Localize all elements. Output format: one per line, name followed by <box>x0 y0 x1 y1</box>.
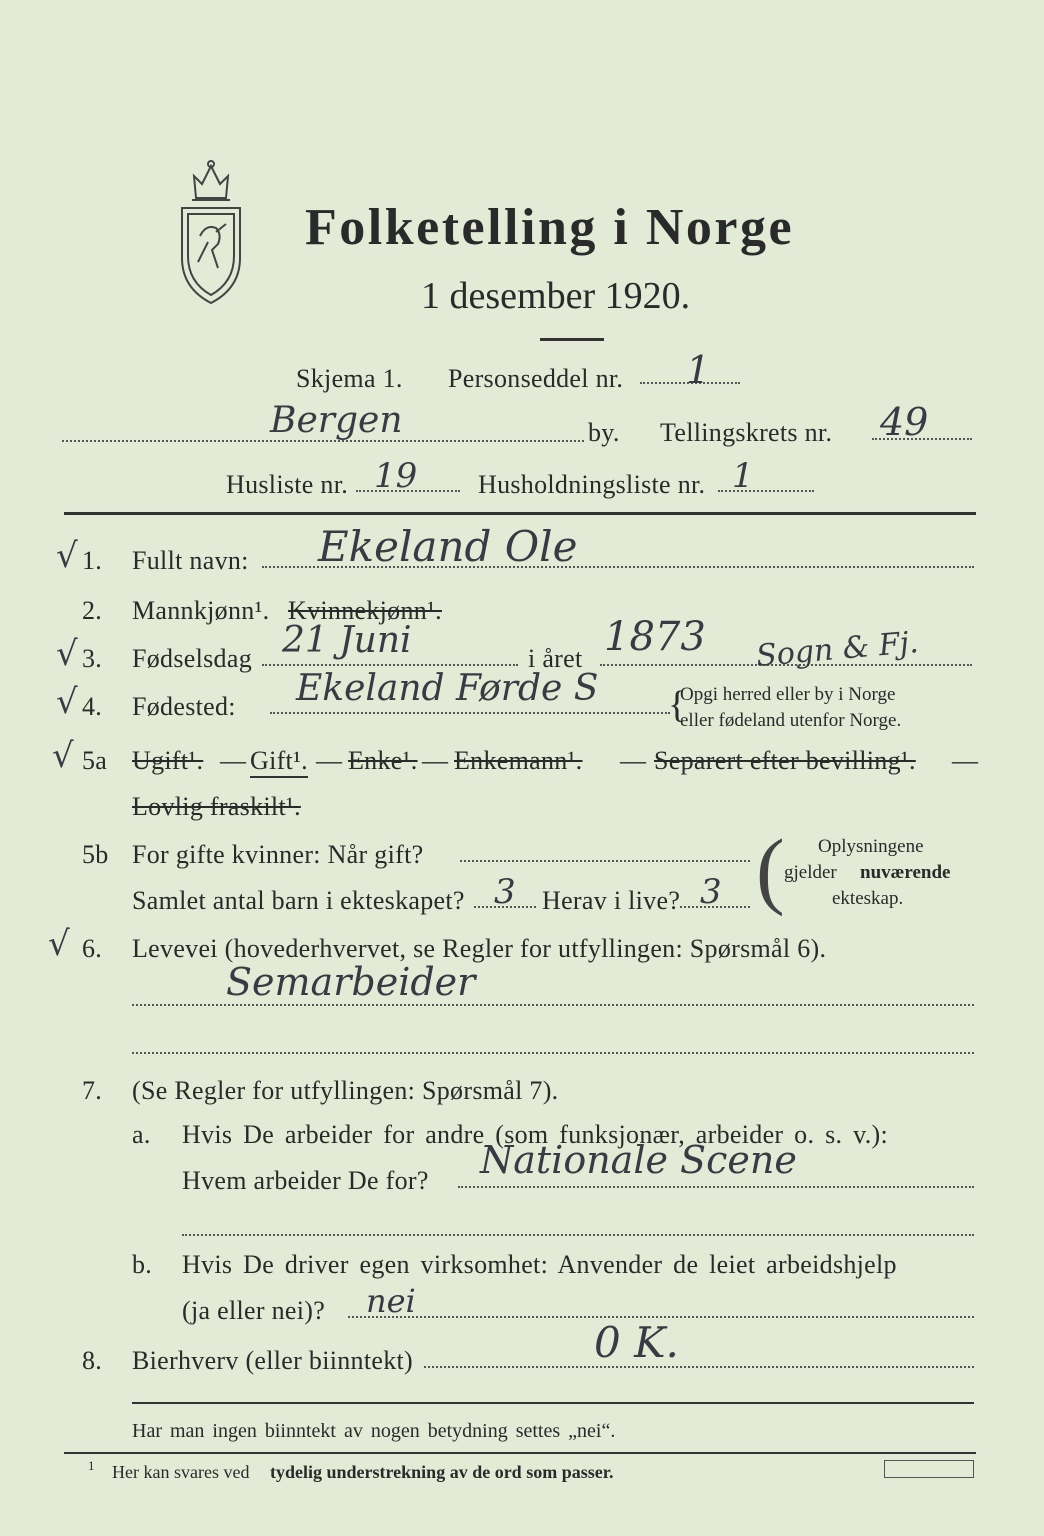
q7a-line2: Hvem arbeider De for? <box>182 1166 429 1195</box>
husliste-value: 19 <box>374 456 418 496</box>
birthplace-field[interactable] <box>270 712 670 714</box>
q5b-number: 5b <box>82 840 109 869</box>
gender-male-option[interactable]: Mannkjønn¹. <box>132 596 270 625</box>
side-income-field[interactable] <box>424 1366 974 1368</box>
q5a-number: 5a <box>82 746 108 775</box>
header-divider <box>64 512 976 515</box>
birthplace-note-line2: eller fødeland utenfor Norge. <box>680 710 902 731</box>
q6-number: 6. <box>82 934 103 963</box>
status-separert-option[interactable]: Separert efter bevilling¹. <box>654 746 916 775</box>
alive-label: Herav i live? <box>542 886 681 915</box>
status-ugift-option[interactable]: Ugift¹. <box>132 746 204 775</box>
children-label: Samlet antal barn i ekteskapet? <box>132 886 465 915</box>
birthplace-value: Ekeland Førde S <box>296 668 599 709</box>
dash-2: — <box>316 746 343 775</box>
hired-help-value: nei <box>366 1282 416 1320</box>
footnote-divider <box>64 1452 976 1454</box>
q4-number: 4. <box>82 692 103 721</box>
no-income-note: Har man ingen biinntekt av nogen betydning settes „nei“. <box>132 1420 616 1442</box>
footnote-text-b: tydelig understrekning av de ord som passer. <box>270 1462 614 1482</box>
q3-number: 3. <box>82 644 103 673</box>
employer-field[interactable] <box>458 1186 974 1188</box>
check-mark-4: √ <box>56 682 78 722</box>
birthplace-brace: { <box>668 684 687 726</box>
q5b-label: For gifte kvinner: Når gift? <box>132 840 424 869</box>
check-mark-6: √ <box>48 924 70 964</box>
husholdning-label: Husholdningsliste nr. <box>478 470 706 499</box>
dash-1: — <box>220 746 247 775</box>
married-when-field[interactable] <box>460 860 750 862</box>
krets-label: Tellingskrets nr. <box>660 418 833 447</box>
occupation-value: Semarbeider <box>226 960 476 1004</box>
alive-value: 3 <box>700 872 722 912</box>
city-suffix: by. <box>588 418 620 447</box>
skjema-label: Skjema 1. <box>296 364 403 393</box>
occupation-field-1[interactable] <box>132 1004 974 1006</box>
q4-label: Fødested: <box>132 692 236 721</box>
personseddel-label: Personseddel nr. <box>448 364 624 393</box>
q7-label: (Se Regler for utfyllingen: Spørsmål 7). <box>132 1076 559 1105</box>
personseddel-value: 1 <box>686 348 711 392</box>
check-mark-1: √ <box>56 536 78 576</box>
coat-of-arms-icon <box>172 158 250 306</box>
occupation-field-2[interactable] <box>132 1052 974 1054</box>
check-mark-3: √ <box>56 634 78 674</box>
dash-3: — <box>422 746 449 775</box>
q7b-line2: (ja eller nei)? <box>182 1296 326 1325</box>
q8-label: Bierhverv (eller biinntekt) <box>132 1346 413 1375</box>
employer-field-2[interactable] <box>182 1234 974 1236</box>
status-fraskilt-option[interactable]: Lovlig fraskilt¹. <box>132 792 301 821</box>
birthday-field[interactable] <box>262 664 518 666</box>
marriage-note-line3: ekteskap. <box>832 888 904 909</box>
husholdning-value: 1 <box>732 456 754 496</box>
husliste-label: Husliste nr. <box>226 470 349 499</box>
q7a-line1: Hvis De arbeider for andre (som funksjonær, arbeider o. s. v.): <box>182 1120 888 1149</box>
q7-number: 7. <box>82 1076 103 1105</box>
q2-number: 2. <box>82 596 103 625</box>
q1-number: 1. <box>82 546 103 575</box>
marriage-note-line1: Oplysningene <box>818 836 924 857</box>
q8-number: 8. <box>82 1346 103 1375</box>
title-divider <box>540 338 604 341</box>
note-brace: ( <box>756 821 785 917</box>
q7b-letter: b. <box>132 1250 153 1279</box>
q1-label: Fullt navn: <box>132 546 249 575</box>
birthplace-note-line1: Opgi herred eller by i Norge <box>680 684 896 705</box>
form-date: 1 desember 1920. <box>421 275 691 317</box>
check-mark-5a: √ <box>52 736 74 776</box>
krets-value: 49 <box>880 400 929 444</box>
dash-4: — <box>620 746 647 775</box>
note-divider <box>132 1402 974 1404</box>
birth-year-value: 1873 <box>604 614 706 660</box>
q3-label: Fødselsdag <box>132 644 252 673</box>
status-enke-option[interactable]: Enke¹. <box>348 746 418 775</box>
side-income-value: 0 K. <box>594 1318 679 1367</box>
year-label: i året <box>528 644 583 673</box>
marriage-note-line2a: gjelder <box>784 862 837 883</box>
city-value: Bergen <box>270 400 403 441</box>
form-title: Folketelling i Norge <box>305 199 795 256</box>
q7a-letter: a. <box>132 1120 151 1149</box>
q6-label: Levevei (hovederhvervet, se Regler for utfyllingen: Spørsmål 6). <box>132 934 827 963</box>
full-name-value: Ekeland Ole <box>318 522 578 571</box>
status-gift-option[interactable]: Gift¹. <box>250 746 308 778</box>
printer-stamp <box>884 1460 974 1478</box>
birthday-value: 21 Juni <box>282 620 412 661</box>
county-note-value: Sogn & Fj. <box>754 624 920 675</box>
employer-value: Nationale Scene <box>480 1138 797 1182</box>
footnote-number: 1 <box>88 1458 95 1473</box>
status-enkemann-option[interactable]: Enkemann¹. <box>454 746 583 775</box>
dash-5: — <box>952 746 979 775</box>
gender-female-option[interactable]: Kvinnekjønn¹. <box>288 596 442 625</box>
q7b-line1: Hvis De driver egen virksomhet: Anvender de leiet arbeidshjelp <box>182 1250 897 1279</box>
children-value: 3 <box>494 872 516 912</box>
footnote-text-a: Her kan svares ved <box>112 1462 250 1482</box>
marriage-note-line2b: nuværende <box>860 862 951 883</box>
